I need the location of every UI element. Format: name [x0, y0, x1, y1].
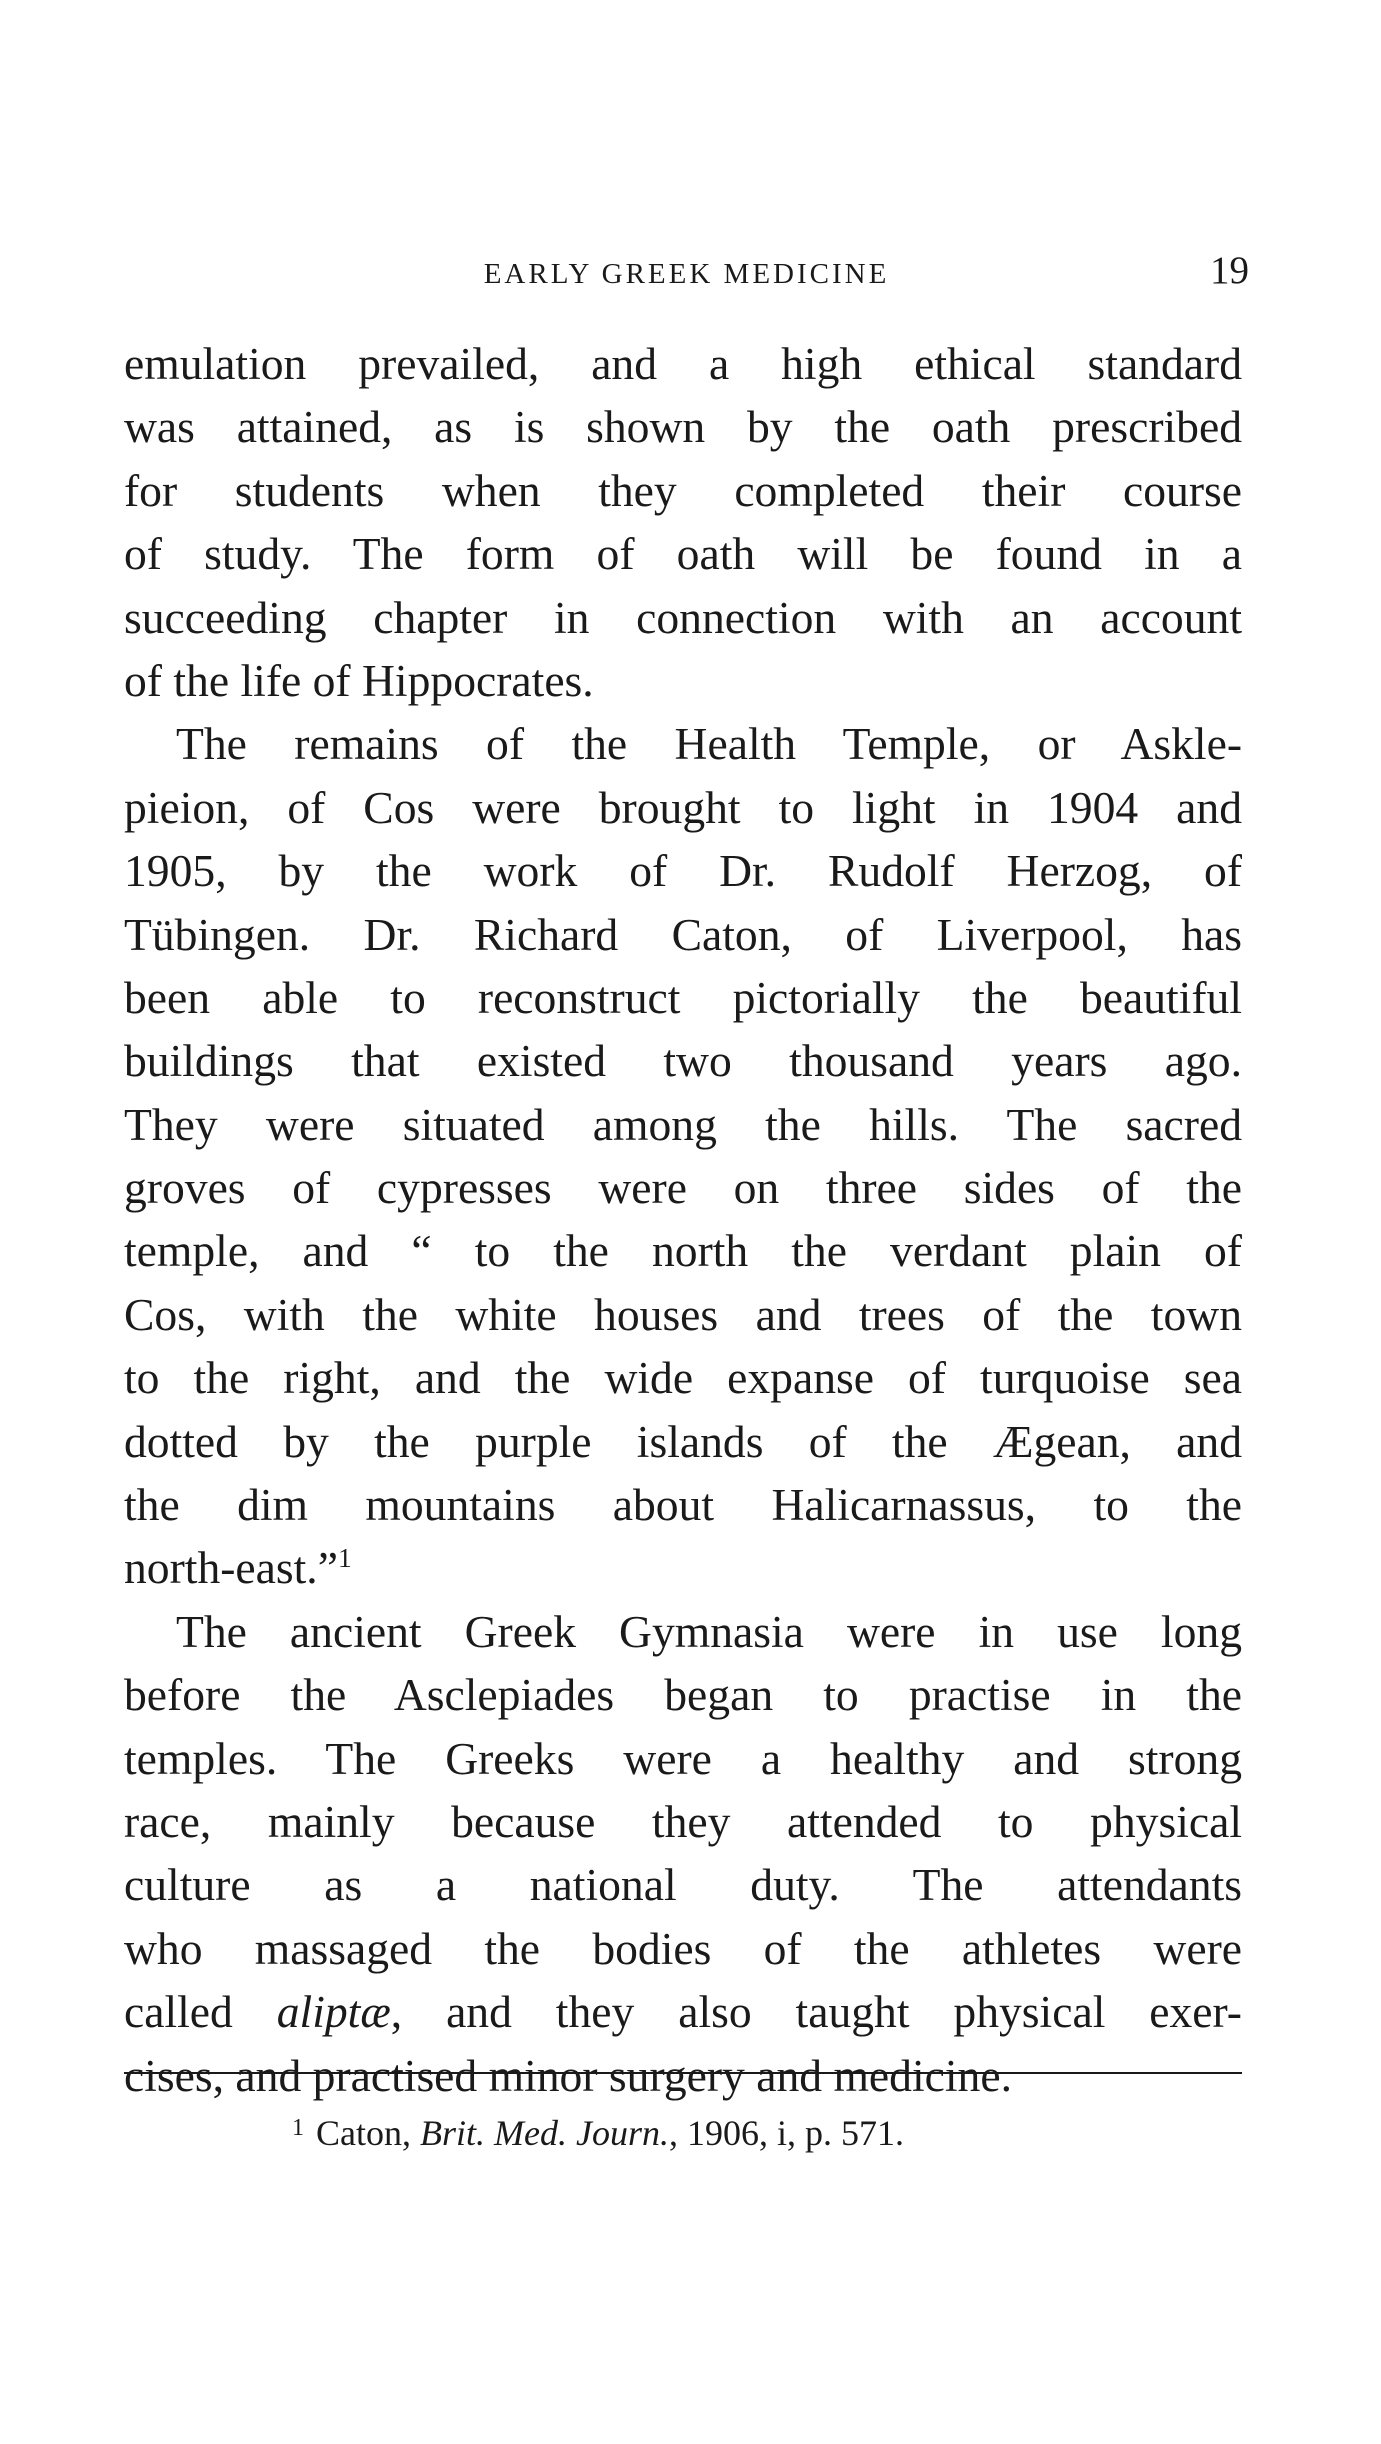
- text-line: temple, and “ to the north the verdant plain of: [124, 1225, 1242, 1277]
- body-text: [124, 332, 1242, 2107]
- text-line: groves of cypresses were on three sides of the: [124, 1162, 1242, 1214]
- text-line: The remains of the Health Temple, or Askle-: [176, 718, 1242, 770]
- text-line: for students when they completed their course: [124, 464, 1242, 516]
- text-line: 1905, by the work of Dr. Rudolf Herzog, of: [124, 845, 1242, 897]
- text-line: before the Asclepiades began to practise in the: [124, 1669, 1242, 1721]
- footnote-journal: Brit. Med. Journ.: [420, 2113, 669, 2153]
- text-line: succeeding chapter in connection with an account: [124, 591, 1242, 643]
- text-line-with-italic: [124, 1980, 1242, 2043]
- text-line: cises, and practised minor surgery and medicine.: [124, 2049, 1012, 2101]
- text-line: dotted by the purple islands of the Ægean, and: [124, 1415, 1242, 1467]
- text-line: the dim mountains about Halicarnassus, to the: [124, 1479, 1242, 1531]
- text-line: of the life of Hippocrates.: [124, 654, 594, 706]
- text-line-with-footnote-ref: [124, 1536, 1242, 1599]
- text-line: been able to reconstruct pictorially the beautiful: [124, 971, 1242, 1023]
- text-line: Tübingen. Dr. Richard Caton, of Liverpool, has: [124, 908, 1242, 960]
- running-head: [124, 246, 1249, 296]
- footnote-citation: , 1906, i, p. 571.: [668, 2113, 904, 2153]
- text-line: north-east.”: [124, 1542, 338, 1594]
- text-line: buildings that existed two thousand years ago.: [124, 1035, 1242, 1087]
- footnote-divider: [124, 2072, 1242, 2074]
- text-line: pieion, of Cos were brought to light in 1904 and: [124, 781, 1242, 833]
- text-line: culture as a national duty. The attendants: [124, 1859, 1242, 1911]
- text-line: race, mainly because they attended to physical: [124, 1795, 1242, 1847]
- italic-term: aliptæ: [276, 1986, 391, 2038]
- footnote-author: Caton,: [316, 2113, 411, 2153]
- text-line: Cos, with the white houses and trees of the town: [124, 1288, 1242, 1340]
- text-line: The ancient Greek Gymnasia were in use long: [176, 1605, 1242, 1657]
- footnote: [292, 2112, 904, 2154]
- text-line: who massaged the bodies of the athletes were: [124, 1922, 1242, 1974]
- text-fragment: called: [124, 1986, 233, 2038]
- text-line: was attained, as is shown by the oath prescribed: [124, 401, 1242, 453]
- text-line: to the right, and the wide expanse of turquoise sea: [124, 1352, 1242, 1404]
- page-number: 19: [1210, 249, 1249, 292]
- text-line: They were situated among the hills. The sacred: [124, 1098, 1242, 1150]
- footnote-marker: 1: [292, 2115, 304, 2141]
- text-line: of study. The form of oath will be found in a: [124, 528, 1242, 580]
- text-line: emulation prevailed, and a high ethical standard: [124, 338, 1242, 389]
- text-line: temples. The Greeks were a healthy and strong: [124, 1732, 1242, 1784]
- text-fragment: , and they also taught physical exer-: [390, 1986, 1242, 2038]
- running-title: EARLY GREEK MEDICINE: [483, 258, 890, 290]
- footnote-ref: 1: [337, 1543, 352, 1574]
